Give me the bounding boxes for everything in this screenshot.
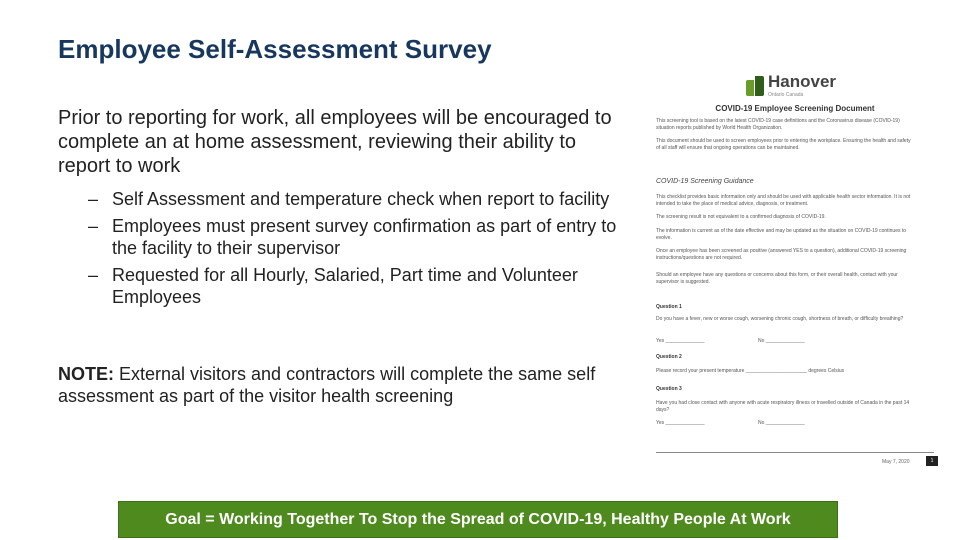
document-date: May 7, 2020	[882, 459, 910, 465]
hanover-logo-mark-icon	[746, 76, 764, 96]
question-label: Question 3	[656, 386, 682, 392]
hanover-logo	[746, 74, 836, 98]
list-item	[88, 215, 628, 259]
guidance-heading: COVID-19 Screening Guidance	[656, 178, 754, 185]
no-line: No ______________	[758, 420, 805, 426]
question-label: Question 2	[656, 354, 682, 360]
goal-banner: Goal = Working Together To Stop the Spread of COVID-19, Healthy People At Work	[118, 501, 838, 538]
bullet-text: Employees must present survey confirmation as part of entry to the facility to their supervisor	[112, 216, 617, 258]
no-line: No ______________	[758, 338, 805, 344]
yes-line: Yes ______________	[656, 338, 705, 344]
intro-paragraph: Prior to reporting for work, all employees will be encouraged to complete an at home assessment, reviewing their ability to report to work	[58, 107, 612, 177]
note-text: External visitors and contractors will complete the same self assessment as part of the visitor health screening	[58, 364, 596, 406]
logo-subtitle: Ontario Canada	[768, 92, 804, 98]
bullet-list	[88, 188, 628, 313]
doc-paragraph: The screening result is not equivalent to a confirmed diagnosis of COVID-19.	[656, 214, 826, 220]
list-item	[88, 188, 628, 210]
question-text: Do you have a fever, new or worse cough, worsening chronic cough, shortness of breath, or difficulty breathing?	[656, 316, 904, 322]
doc-paragraph: Once an employee has been screened as positive (answered YES to a question), additional COVID-19 screening instructions/questions are not required.	[656, 248, 907, 261]
logo-name: Hanover	[768, 72, 837, 91]
bullet-text: Requested for all Hourly, Salaried, Part time and Volunteer Employees	[112, 265, 578, 307]
bullet-text: Self Assessment and temperature check when report to facility	[112, 189, 610, 209]
footer-rule	[656, 452, 934, 453]
page-number-badge: 1	[926, 456, 938, 466]
list-item	[88, 264, 628, 308]
doc-paragraph: The information is current as of the date effective and may be updated as the situation on COVID-19 continues to evolve.	[656, 228, 907, 241]
dash-marker: –	[88, 189, 99, 209]
doc-paragraph: Should an employee have any questions or concerns about this form, or their overall health, contact with your supervisor is suggested.	[656, 272, 898, 285]
dash-marker: –	[88, 265, 99, 285]
doc-paragraph: This document should be used to screen employees prior to entering the workplace. Ensuring the health and safety of all staff will ensure that ongoing operations can be maintained.	[656, 138, 911, 151]
document-title: COVID-19 Employee Screening Document	[715, 104, 875, 113]
dash-marker: –	[88, 216, 99, 236]
screening-document-thumbnail	[650, 68, 940, 470]
yes-line: Yes ______________	[656, 420, 705, 426]
page-title: Employee Self-Assessment Survey	[58, 34, 492, 64]
question-text: Please record your present temperature ______________________ degrees Celsius	[656, 368, 845, 374]
note-label: NOTE:	[58, 364, 114, 384]
question-text: Have you had close contact with anyone with acute respiratory illness or travelled outside of Canada in the past 14 days?	[656, 400, 910, 413]
doc-paragraph: This checklist provides basic information only and should be used with applicable health sector information. It is not intended to take the place of medical advice, diagnosis, or treatment.	[656, 194, 911, 207]
doc-paragraph: This screening tool is based on the latest COVID-19 case definitions and the Coronavirus disease (COVID-19) situation reports published by World Health Organization.	[656, 118, 900, 131]
note-paragraph	[58, 363, 638, 407]
question-label: Question 1	[656, 304, 682, 310]
